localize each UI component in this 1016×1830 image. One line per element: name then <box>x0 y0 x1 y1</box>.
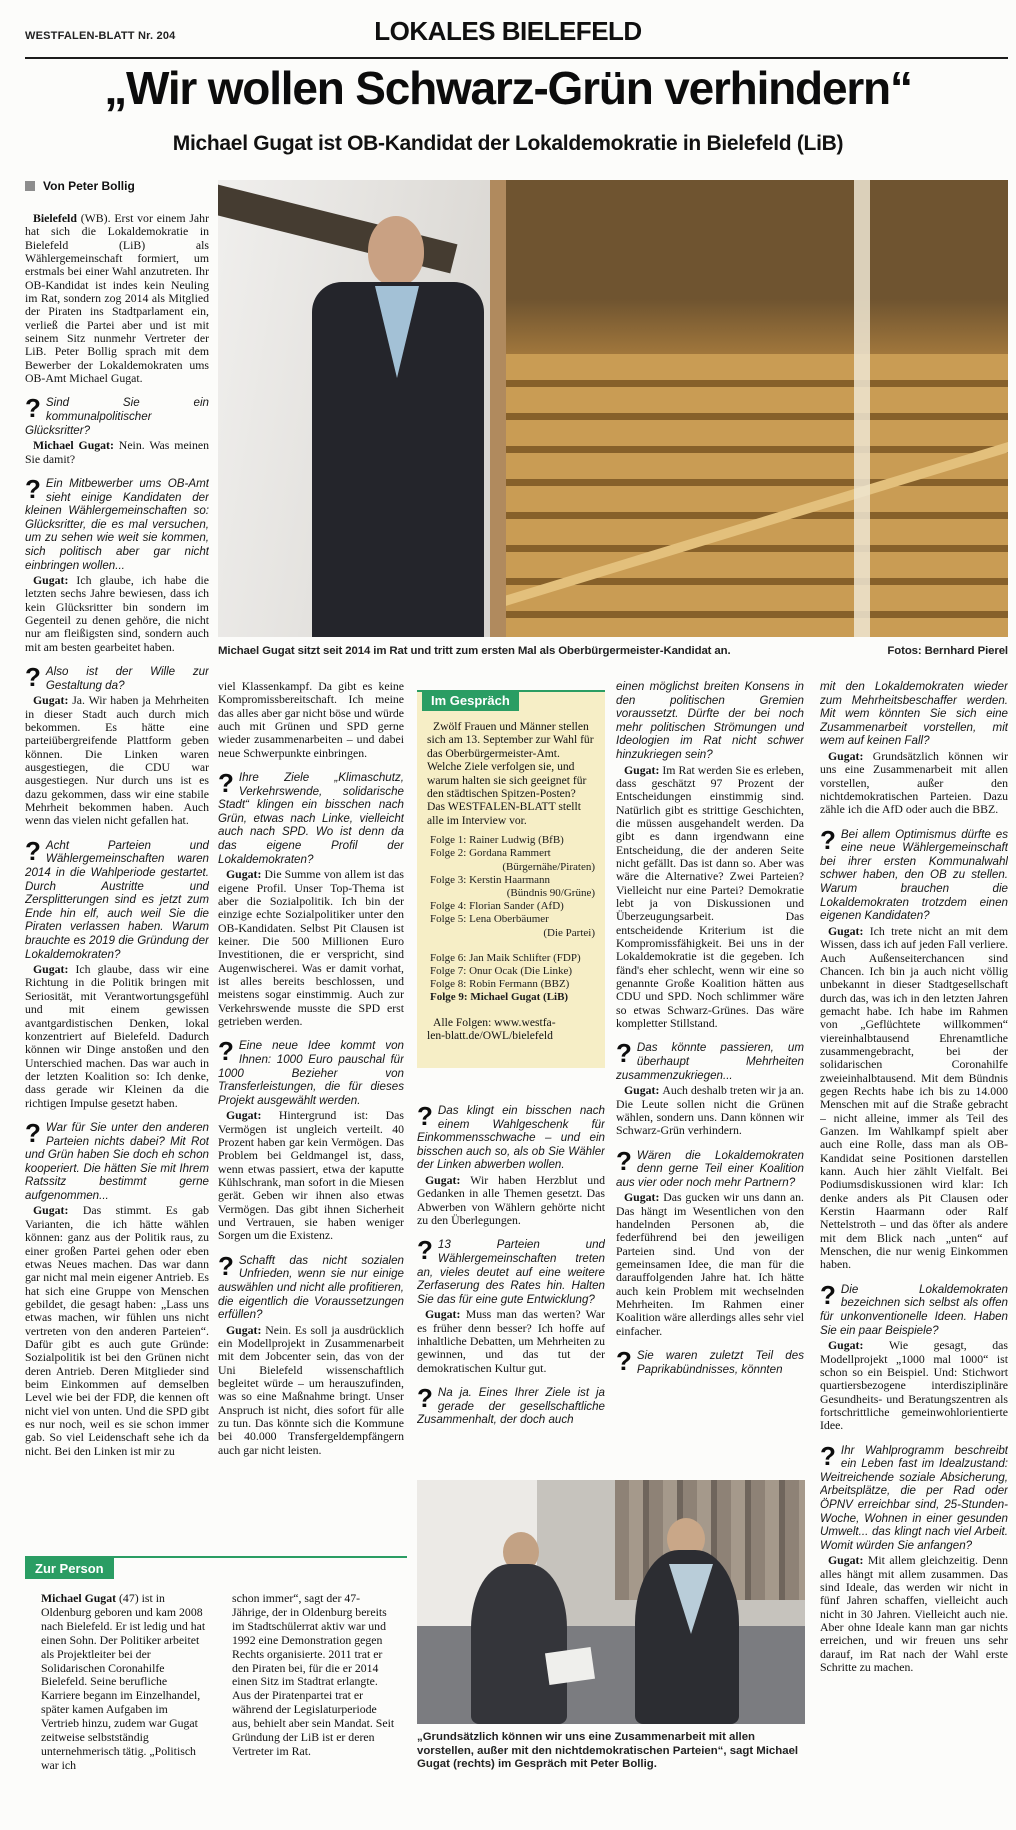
interview-answer: Gugat: Muss man das werten? War es früher denn besser? Ich hoffe auf inhaltliche Debatten, um Mehrheiten zu gewinnen, und das tut der demokratischen Kultur gut. <box>417 1307 605 1375</box>
photo-interviewer-figure <box>471 1564 567 1724</box>
question-mark-icon: ? <box>25 1117 41 1148</box>
question-mark-icon: ? <box>25 473 41 504</box>
text-column-2 <box>218 680 404 1568</box>
interview-answer: Michael Gugat: Nein. Was meinen Sie damit? <box>25 438 209 466</box>
zur-person-box <box>25 1556 407 1818</box>
folge-entry: Folge 9: Michael Gugat (LiB) <box>430 991 569 1004</box>
im-gespraech-box <box>417 690 605 1068</box>
person-box-column-a <box>41 1592 206 1773</box>
photo-light-strip <box>854 180 870 637</box>
question-mark-icon: ? <box>218 1250 234 1281</box>
folge-entry: Folge 6: Jan Maik Schlifter (FDP) <box>430 951 581 964</box>
interview-question: ? War für Sie unter den anderen Parteien nichts dabei? Mit Rot und Grün haben Sie doch eh schon kooperiert. Die hätten Sie mit Ihrem Ratssitz bestimmt gerne aufgenommen... <box>25 1117 209 1202</box>
interview-question: ? Bei allem Optimismus dürfte es eine neue Wählergemeinschaft bei ihrer ersten Kommunalwahl schwer haben, den OB zu stellen. Warum brauchen die Lokaldemokraten trotzdem einen eigenen Kandidaten? <box>820 824 1008 923</box>
interview-question: ? 13 Parteien und Wählergemeinschaften treten an, vieles deutet auf eine weitere Zerfaserung des Rates hin. Halten Sie das für eine gute Entwicklung? <box>417 1235 605 1306</box>
info-box-title: Im Gespräch <box>422 690 519 711</box>
interview-answer: Gugat: Wie gesagt, das Modellprojekt „1000 mal 1000“ ist schon so ein Beispiel. Und: Stichwort quartiersbezogene interdisziplinäre Gesundheits- und Beratungszentren als fortschrittliche gemeinwohlorientierte Idee. <box>820 1338 1008 1433</box>
interview-question: ? Die Lokaldemokraten bezeichnen sich selbst als offen für unkonventionelle Ideen. Haben Sie ein paar Beispiele? <box>820 1279 1008 1337</box>
main-photo-caption-row <box>218 645 1008 657</box>
info-box-footer <box>427 1016 595 1043</box>
person-box-title: Zur Person <box>25 1558 114 1579</box>
question-mark-icon: ? <box>25 835 41 866</box>
interview-answer: Gugat: Grundsätzlich können wir uns eine Zusammenarbeit mit allen vorstellen, außer den nichtdemokratischen Parteien. Dazu zähle ich die AfD oder auch die BBZ. <box>820 748 1008 817</box>
byline-text: Von Peter Bollig <box>43 179 135 193</box>
photo-stair-steps <box>506 354 1008 637</box>
text-column-1 <box>25 212 209 1549</box>
person-box-columns <box>41 1592 397 1773</box>
interview-answer: Gugat: Die Summe von allem ist das eigene Profil. Unser Top-Thema ist aber die Sozialpolitik. Ich bin der einzige echte Sozialpolitiker unter den OB-Kandidaten. Selbst Pit Clausen ist keiner. Die 500 Millionen Euro Investitionen, die er verspricht, sind Augenwischerei. Was er damit vorhat, ist alles bereits beschlossen, und meistens sogar einstimmig. Auch zur Verkehrswende musste die SPD erst getrieben werden. <box>218 867 404 1028</box>
article-headline: „Wir wollen Schwarz-Grün verhindern“ <box>104 62 912 114</box>
question-mark-icon: ? <box>417 1101 433 1131</box>
interview-question: ? Ihr Wahlprogramm beschreibt ein Leben fast im Idealzustand: Weitreichende soziale Absicherung, Arbeitsplätze, die per Rad oder ÖPNV erreichbar sind, 25-Stunden-Woche, Wohnen in einer gesunden Umwelt... das klingt nach viel Arbeit. Womit würden Sie anfangen? <box>820 1440 1008 1552</box>
photo-credit: Fotos: Bernhard Pierel <box>887 645 1008 657</box>
person-bio-part1: (47) ist in Oldenburg geboren und kam 2008 nach Bielefeld. Er ist ledig und hat einen Sohn. Der Politiker arbeitet als Projektleiter bei der Solidarischen Coronahilfe Bielefeld. Seine berufliche Karriere begann im Einzelhandel, später kamen Aufgaben im Vertrieb hinzu, zudem war Gugat zeitweise selbstständig unternehmerisch tätig. „Politisch war ich <box>41 1591 206 1772</box>
folge-list <box>427 834 595 1004</box>
interview-photo <box>417 1480 805 1724</box>
interview-question: ? Eine neue Idee kommt von Ihnen: 1000 Euro pauschal für 1000 Bezieher von Transferleistungen, die für dieses Projekt ausgewählt werden. <box>218 1036 404 1107</box>
interview-answer: Gugat: Ja. Wir haben ja Mehrheiten in dieser Stadt auch durch mich bekommen. Es hätte eine parteiübergreifende Plattform geben können. Die Linken waren ausgestiegen, die CDU war ausgestiegen. Nur durch uns ist es dazu gekommen, dass wir eine stabile Mehrheit bekommen haben. Auch wenn das vielen nicht gefallen hat. <box>25 693 209 828</box>
interview-answer: Gugat: Das stimmt. Es gab Varianten, die ich hätte wählen können: ganz aus der Politik raus, zu einer großen Partei gehen oder eben etwas Neues machen. Das war dann gar nicht mal mein eigener Antrieb. Es hat sich eine Gruppe von Menschen gebildet, die gesagt haben: „Lass uns etwas machen, wir fühlen uns nicht vertreten von den anderen Parteien“. Dafür gibt es auch gute Gründe: Sozialpolitik ist bei den Grünen nicht deren Antrieb. Deren Mitglieder sind beim Einkommen auf demselben Level wie bei der FDP, die kennen oft nicht viel von unten. Und die SPD gibt es nur noch, weil es sie schon immer gab. So viel Leidenschaft sehe ich da nicht. Bei den Linken ist mir zu <box>25 1203 209 1458</box>
folge-entry: Folge 8: Robin Fermann (BBZ) <box>430 978 570 991</box>
section-title: LOKALES BIELEFELD <box>374 16 642 46</box>
byline <box>25 179 135 193</box>
interview-question: ? Sie waren zuletzt Teil des Paprikabündnisses, könnten <box>616 1346 804 1377</box>
photo-door-frame <box>490 180 506 637</box>
masthead-rule <box>25 57 1008 59</box>
interview-question: ? Das klingt ein bisschen nach einem Wahlgeschenk für Einkommensschwache – und ein bisschen auch so, als ob Sie Wähler der Linken abwerben wollen. <box>417 1101 605 1172</box>
person-box-column-b: schon immer“, sagt der 47-Jährige, der in Oldenburg bereits im Stadtschülerrat aktiv war und 1992 eine Demonstration gegen Rechts organisierte. 2011 trat er den Piraten bei, für die er 2014 einen Sitz im Stadtrat erlangte. Aus der Piratenpartei trat er während der Legislaturperiode aus, behielt aber sein Mandat. Seit Gründung der LiB ist er deren Vertreter im Rat. <box>232 1591 395 1758</box>
interview-answer: Gugat: Auch deshalb treten wir ja an. Die Leute sollen nicht die Grünen wählen, sondern uns. Dann können wir Schwarz-Grün verhindern. <box>616 1083 804 1138</box>
interview-question: ? Acht Parteien und Wählergemeinschaften waren 2014 in die Wahlperiode gestartet. Durch Austritte und Zersplitterungen sind es jetzt zum Ende hin elf, auch weil Sie die Piraten verlassen haben. Warum brauchte es 2019 die Gründung der Lokaldemokraten? <box>25 835 209 961</box>
question-mark-icon: ? <box>218 768 234 799</box>
info-box-footer-line2: len-blatt.de/OWL/bielefeld <box>427 1029 553 1043</box>
article-lead-paragraph: Bielefeld (WB). Erst vor einem Jahr hat sich die Lokaldemokratie in Bielefeld (LiB) als Wählergemeinschaft formiert, um erstmals bei einer Wahl anzutreten. Ihr OB-Kandidat ist indes kein Neuling im Rat, sondern zog 2014 als Mitglied der Piraten ins Stadtparlament ein, verließ die Partei aber und ist mit seinem Sitz nunmehr Vertreter der LiB. Peter Bollig sprach mit dem Bewerber der Lokaldemokraten ums OB-Amt Michael Gugat. <box>25 212 209 386</box>
text-column-5 <box>820 680 1008 1798</box>
main-photo <box>218 180 1008 637</box>
info-box-footer-line1: Alle Folgen: www.westfa- <box>433 1015 556 1029</box>
text-column-4 <box>616 680 804 1478</box>
photo-staircase <box>506 180 1008 637</box>
folge-entry: Folge 4: Florian Sander (AfD) <box>430 900 564 913</box>
folge-entry: Folge 5: Lena Oberbäumer (Die Partei) <box>430 913 595 939</box>
question-mark-icon: ? <box>820 1279 836 1310</box>
interview-question-continued: mit den Lokaldemokraten wieder zum Mehrheitsbeschaffer werden. Mit wem könnten Sie sich eine Zusammenarbeit vorstellen, mit wem auf keinen Fall? <box>820 680 1008 748</box>
main-photo-caption: Michael Gugat sitzt seit 2014 im Rat und tritt zum ersten Mal als Oberbürgermeister-Kandidat an. <box>218 645 731 657</box>
interview-answer: Gugat: Im Rat werden Sie es erleben, dass geschätzt 97 Prozent der Entscheidungen einstimmig sind. Natürlich gibt es strittige Geschichten, die müssen ausgehandelt werden. Da gibt es dann irgendwann eine Entscheidung, die der anderen Seite nicht gefällt. Das ist dann so. Aber was wäre die Alternative? Zwei Parteien? Vielleicht nur eine Partei? Demokratie lebt ja von Diskussionen und Überzeugungsarbeit. Das entscheidende Kriterium ist die Kompromissfähigkeit. Bei uns in der Lokaldemokratie ist die gegeben. Ich fänd's eher schlecht, wenn wir eine so genannte Große Koalition hätten aus CDU und SPD. Noch schlimmer wäre so etwas Schwarz-Grünes. Das wäre kompletter Stillstand. <box>616 762 804 1031</box>
question-mark-icon: ? <box>616 1346 632 1377</box>
question-mark-icon: ? <box>417 1383 433 1414</box>
interview-answer: Gugat: Mit allem gleichzeitig. Denn alles hängt mit allem zusammen. Das sind Ideale, das werden wir nicht in fünf Jahren schaffen, vielleicht auch nicht in 30 Jahren. Vielleicht auch nie. Aber ohne Ideale kann man gar nichts erreichen, und wir freuen uns sehr darauf, im Rat nach der Wahl erste Schritte zu machen. <box>820 1553 1008 1675</box>
interview-answer: Gugat: Ich glaube, ich habe die letzten sechs Jahre bewiesen, dass ich kein Glücksritter bin sondern im Gegenteil zu denen gehöre, die nicht nur am fleißigsten sind, sondern auch mit am besten gearbeitet haben. <box>25 573 209 654</box>
folge-entry: Folge 1: Rainer Ludwig (BfB) <box>430 834 564 847</box>
info-box-intro: Zwölf Frauen und Männer stellen sich am 13. September zur Wahl für das Oberbürgermeister-Amt. Welche Ziele verfolgen sie, und warum halten sie sich geeignet für den städtischen Spitzen-Posten? Das WESTFALEN-BLATT stellt alle im Interview vor. <box>427 720 594 827</box>
question-mark-icon: ? <box>820 1440 836 1471</box>
text-column-3 <box>417 1093 605 1477</box>
person-name: Michael Gugat <box>41 1591 117 1605</box>
question-mark-icon: ? <box>616 1038 632 1069</box>
interview-question: ? Sind Sie ein kommunalpolitischer Glücksritter? <box>25 393 209 437</box>
interview-question: ? Das könnte passieren, um überhaupt Mehrheiten zusammenzukriegen... <box>616 1038 804 1082</box>
interview-question: ? Schafft das nicht sozialen Unfrieden, wenn sie nur einige auswählen und nicht alle profitieren, die eigentlich die Voraussetzungen erfüllen? <box>218 1250 404 1322</box>
interview-question: ? Ein Mitbewerber ums OB-Amt sieht einige Kandidaten der kleinen Wählergemeinschaften so: Glücksritter, die es mal versuchen, um zu sehen wie weit sie kommen, sich politisch aber gar nicht einbringen wollen... <box>25 473 209 572</box>
interview-answer: Gugat: Wir haben Herzblut und Gedanken in alle Themen gesetzt. Das Abwerben von Wählern gehörte nicht zu den Überlegungen. <box>417 1172 605 1227</box>
interview-answer: Gugat: Hintergrund ist: Das Vermögen ist ungleich verteilt. 40 Prozent haben gar kein Vermögen. Das Problem bei Geldmangel ist, dass, wenn etwas passiert, etwa der kaputte Kühlschrank, man sofort in die Miesen gerät. Geben wir ihnen also etwas Vermögen. Das gibt ihnen Sicherheit und Vertrauen, sie haben weniger Sorgen um die Existenz. <box>218 1108 404 1243</box>
question-mark-icon: ? <box>25 393 41 424</box>
question-mark-icon: ? <box>820 824 836 855</box>
photo-notes-paper <box>545 1647 595 1685</box>
interview-answer: Gugat: Ich trete nicht an mit dem Wissen, dass ich auf jeden Fall verliere. Auch Außenseiterchancen sind Chancen. Ich bin ja auch nicht völlig unbekannt in dieser Stadtgesellschaft durch das, was ich in den letzten Jahren gemacht habe. Ich habe im Rahmen von „Geflüchtete willkommen“ viereinhalbtausend Ehrenamtliche zusammengebracht, bei der solidarischen Coronahilfe zweieinhalbtausend. Mit dem Bündnis gegen Rechts habe ich bis zu 14.000 Menschen mit auf die Straße gebracht – nicht alleine, immer als Teil des Ganzen. Im Wahlkampf spielt aber auch eine Rolle, dass man als OB-Kandidat seine Positionen darstellen kann. Auch hier zählt Vielfalt. Bei Podiumsdiskussionen wird klar: Ich denke anders als Pit Clausen oder Kerstin Haarmann oder Ralf Nettelstroth – und das öfter als andere mit dem Blick nach „unten“ auf Menschen, die nur wenig Einkommen haben. <box>820 923 1008 1272</box>
folge-entry: Folge 3: Kerstin Haarmann (Bündnis 90/Grüne) <box>430 873 595 900</box>
interview-question: ? Ihre Ziele „Klimaschutz, Verkehrswende, solidarische Stadt“ klingen ein bisschen nach Grün, etwas nach Linke, vielleicht auch nach SPD. Wo ist denn da das eigene Profil der Lokaldemokraten? <box>218 768 404 866</box>
question-mark-icon: ? <box>218 1036 234 1067</box>
interview-photo-caption: „Grundsätzlich können wir uns eine Zusammenarbeit mit allen vorstellen, außer mit den nichtdemokratischen Parteien“, sagt Michael Gugat (rechts) im Gespräch mit Peter Bollig. <box>417 1731 799 1771</box>
masthead-edition: WESTFALEN-BLATT Nr. 204 <box>25 30 176 42</box>
folge-entry: Folge 2: Gordana Rammert (Bürgernähe/Piraten) <box>430 847 595 873</box>
question-mark-icon: ? <box>417 1235 433 1266</box>
interview-answer: Gugat: Das gucken wir uns dann an. Das hängt im Wesentlichen von den handelnden Personen ab, die federführend bei den jeweiligen Parteien sind. Und von der gemeinsamen Idee, die man für die darauffolgenden Jahre hat. Ich hätte auch kein Problem mit wechselnden Mehrheiten. Im Rahmen einer Koalition wäre allerdings alles sehr viel einfacher. <box>616 1190 804 1338</box>
photo-person-head <box>368 216 424 286</box>
interview-question: ? Wären die Lokaldemokraten denn gerne Teil einer Koalition aus vier oder noch mehr Partnern? <box>616 1145 804 1189</box>
article-subheadline: Michael Gugat ist OB-Kandidat der Lokaldemokratie in Bielefeld (LiB) <box>172 132 844 155</box>
interview-question: ? Also ist der Wille zur Gestaltung da? <box>25 662 209 693</box>
question-mark-icon: ? <box>616 1145 632 1176</box>
question-mark-icon: ? <box>25 662 41 693</box>
interview-answer: Gugat: Ich glaube, dass wir eine Richtung in die Politik bringen mit Seriosität, mit Verantwortungsgefühl und mit einem gewissen avantgardistischen Denken, lokal konzentriert auf Bielefeld. Dadurch können wir Dinge anstoßen und den Unterschied machen. Das war auch in der letzten Koalition so: Ich denke, dass gerade wir Kleinen da die richtigen Impulse gesetzt haben. <box>25 962 209 1110</box>
interview-question: ? Na ja. Eines Ihrer Ziele ist ja gerade der gesellschaftliche Zusammenhalt, der doch auch <box>417 1383 605 1427</box>
interview-question-continued: einen möglichst breiten Konsens in den politischen Gremien voraussetzt. Dürfte der bei noch mehr politischen Strömungen und Ideologien im Rat nicht schwer hinzukriegen sein? <box>616 680 804 761</box>
interview-answer: Gugat: Nein. Es soll ja ausdrücklich ein Modellprojekt in Zusammenarbeit mit dem Jobcenter sein, das von der Uni Bielefeld wissenschaftlich begleitet würde – um herauszufinden, was so eine Maßnahme bringt. Unser Anspruch ist nicht, dies sofort für alle zu tun. Das könnte sich die Kommune bei 40.000 Transfergeldempfängern auch gar nicht leisten. <box>218 1322 404 1457</box>
folge-entry: Folge 7: Onur Ocak (Die Linke) <box>430 965 573 978</box>
interview-answer-continued: viel Klassenkampf. Da gibt es keine Kompromissbereitschaft. Ich meine das alles aber gar nicht böse und würde auch mit Grünen und SPD gerne wieder zusammenarbeiten – und dabei neue Schwerpunkte einbringen. <box>218 680 404 760</box>
byline-square-icon <box>25 181 35 191</box>
